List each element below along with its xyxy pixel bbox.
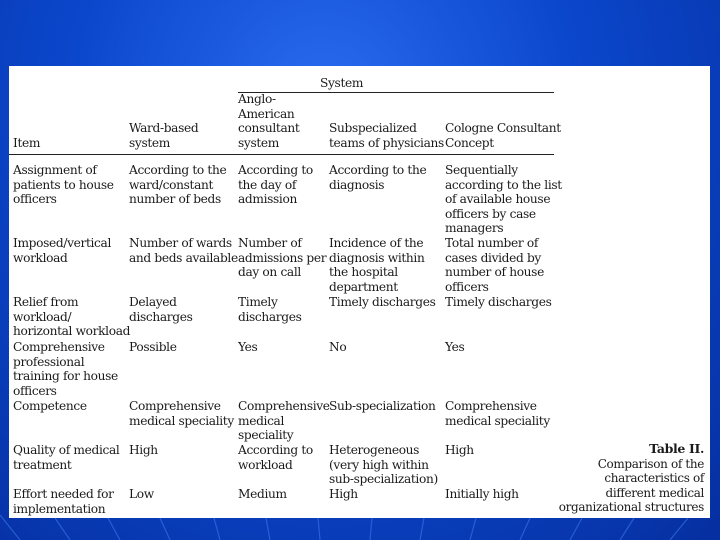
header-bottom-rule (9, 154, 554, 155)
row-5-item: Competence (13, 399, 87, 413)
row-4-ward-based: Possible (129, 340, 177, 354)
table-caption-text: Comparison of the characteristics of different medical organizational structures (558, 456, 704, 515)
column-header-cologne: Cologne Consultant Concept (445, 121, 561, 150)
row-5-anglo-american: Comprehensive medical speciality (238, 399, 330, 443)
row-7-item: Effort needed for implementation (13, 487, 114, 516)
row-7-subspecialized: High (329, 487, 358, 501)
row-1-ward-based: According to the ward/constant number of beds (129, 163, 227, 207)
row-7-anglo-american: Medium (238, 487, 287, 501)
row-3-cologne: Timely discharges (445, 295, 552, 309)
group-header-system: System (320, 76, 364, 90)
row-4-item: Comprehensive professional training for house officers (13, 340, 118, 398)
row-3-anglo-american: Timely discharges (238, 295, 302, 324)
row-7-cologne: Initially high (445, 487, 519, 501)
row-1-item: Assignment of patients to house officers (13, 163, 114, 207)
row-3-subspecialized: Timely discharges (329, 295, 436, 309)
row-6-cologne: High (445, 443, 474, 457)
row-2-subspecialized: Incidence of the diagnosis within the hospital department (329, 236, 425, 294)
row-6-subspecialized: Heterogeneous (very high within sub-specialization) (329, 443, 438, 487)
row-3-item: Relief from workload/ horizontal workload (13, 295, 131, 339)
column-header-subspecialized: Subspecialized teams of physicians (329, 121, 444, 150)
row-6-ward-based: High (129, 443, 158, 457)
row-5-cologne: Comprehensive medical speciality (445, 399, 550, 428)
row-5-subspecialized: Sub-specialization (329, 399, 436, 413)
column-header-item: Item (13, 136, 41, 150)
column-header-anglo-american: Anglo- American consultant system (238, 92, 300, 150)
row-1-subspecialized: According to the diagnosis (329, 163, 427, 192)
row-1-cologne: Sequentially according to the list of available house officers by case managers (445, 163, 562, 236)
row-6-anglo-american: According to workload (238, 443, 313, 472)
row-4-cologne: Yes (445, 340, 465, 354)
row-2-ward-based: Number of wards and beds available (129, 236, 238, 265)
row-3-ward-based: Delayed discharges (129, 295, 193, 324)
scanned-table-page (9, 66, 710, 518)
row-2-item: Imposed/vertical workload (13, 236, 111, 265)
row-2-cologne: Total number of cases divided by number of house officers (445, 236, 544, 294)
table-caption-title: Table II. (649, 441, 704, 456)
row-6-item: Quality of medical treatment (13, 443, 120, 472)
table-caption (544, 442, 704, 515)
row-7-ward-based: Low (129, 487, 154, 501)
row-5-ward-based: Comprehensive medical speciality (129, 399, 234, 428)
row-4-subspecialized: No (329, 340, 347, 354)
row-4-anglo-american: Yes (238, 340, 258, 354)
row-1-anglo-american: According to the day of admission (238, 163, 313, 207)
row-2-anglo-american: Number of admissions per day on call (238, 236, 327, 280)
column-header-ward-based: Ward-based system (129, 121, 199, 150)
